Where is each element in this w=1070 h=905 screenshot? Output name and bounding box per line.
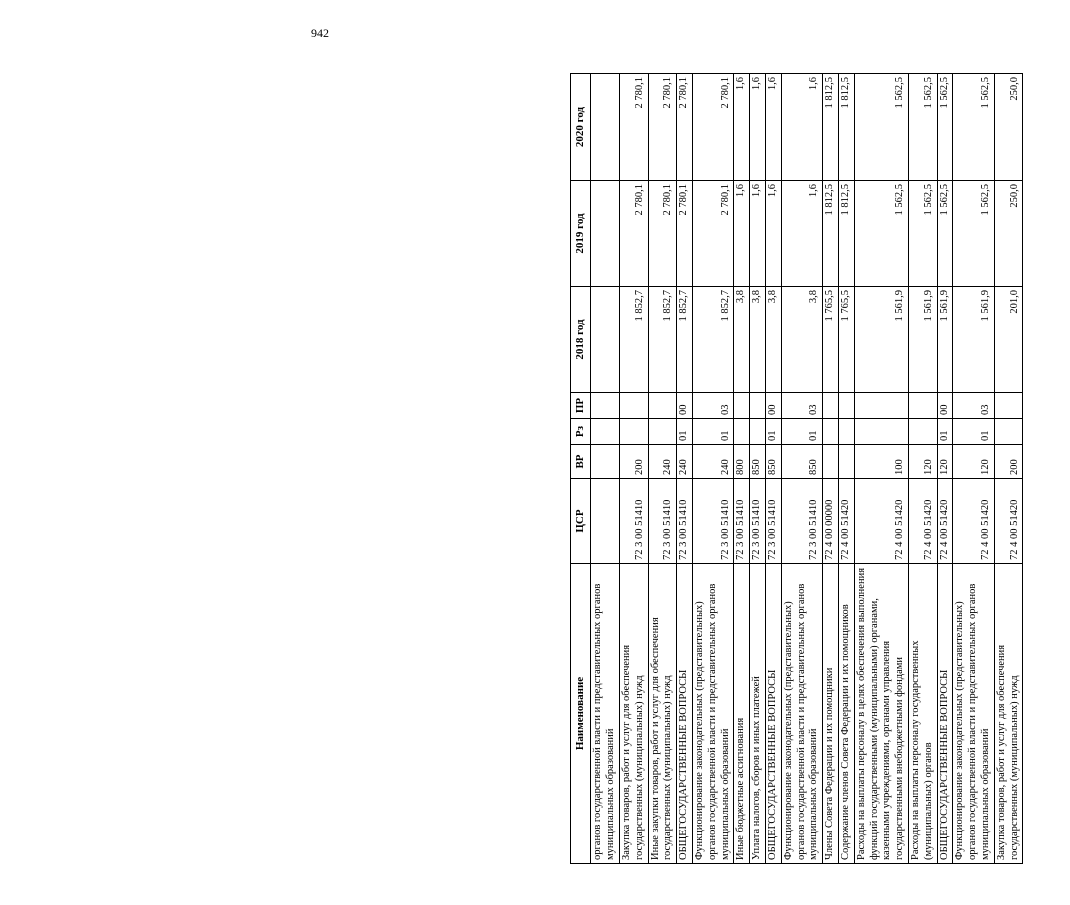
table-row (994, 74, 1023, 864)
cell-name: Иные бюджетные ассигнования (734, 564, 750, 864)
cell-2019: 2 780,1 (677, 181, 693, 287)
cell-csr: 72 3 00 51410 (677, 479, 693, 564)
cell-rz (994, 419, 1023, 445)
cell-csr: 72 3 00 51410 (620, 479, 649, 564)
cell-rz: 01 (765, 419, 781, 445)
cell-2019: 1 562,5 (908, 181, 937, 287)
table-row (781, 74, 822, 864)
cell-name: Расходы на выплаты персоналу государственных (муниципальных) органов (908, 564, 937, 864)
cell-2020: 1 562,5 (854, 74, 908, 181)
cell-name: Иные закупки товаров, работ и услуг для обеспечения государственных (муниципальных) нужд (648, 564, 677, 864)
cell-csr: 72 3 00 51410 (734, 479, 750, 564)
cell-pr (908, 393, 937, 419)
cell-vr: 120 (908, 445, 937, 479)
cell-2018: 3,8 (781, 287, 822, 393)
table-row (620, 74, 649, 864)
table-row (937, 74, 953, 864)
table-row (591, 74, 620, 864)
cell-pr (620, 393, 649, 419)
cell-pr: 03 (692, 393, 733, 419)
cell-2020: 1 562,5 (953, 74, 994, 181)
cell-2019: 1 812,5 (838, 181, 854, 287)
header-name: Наименование (571, 564, 591, 864)
cell-csr: 72 3 00 51410 (750, 479, 766, 564)
rotated-table-container (570, 74, 1070, 864)
header-rz: Рз (571, 419, 591, 445)
cell-2020: 250,0 (994, 74, 1023, 181)
cell-name: Члены Совета Федерации и их помощники (823, 564, 839, 864)
cell-rz (823, 419, 839, 445)
cell-rz (648, 419, 677, 445)
cell-2018: 1 765,5 (823, 287, 839, 393)
cell-name: ОБЩЕГОСУДАРСТВЕННЫЕ ВОПРОСЫ (677, 564, 693, 864)
cell-vr (823, 445, 839, 479)
cell-2019: 1 562,5 (937, 181, 953, 287)
cell-rz: 01 (677, 419, 693, 445)
cell-vr: 800 (734, 445, 750, 479)
cell-2020: 2 780,1 (648, 74, 677, 181)
cell-pr (750, 393, 766, 419)
table-row (953, 74, 994, 864)
cell-rz: 01 (937, 419, 953, 445)
cell-2020 (591, 74, 620, 181)
cell-csr: 72 4 00 51420 (994, 479, 1023, 564)
cell-rz (854, 419, 908, 445)
cell-2020: 2 780,1 (620, 74, 649, 181)
cell-csr: 72 4 00 51420 (908, 479, 937, 564)
cell-2018: 1 561,9 (854, 287, 908, 393)
table-row (648, 74, 677, 864)
cell-vr: 120 (953, 445, 994, 479)
cell-pr (994, 393, 1023, 419)
cell-name: Функционирование законодательных (представительных) органов государственной власти и представительных органов муниципальных образований (953, 564, 994, 864)
cell-pr (823, 393, 839, 419)
cell-2019: 1 812,5 (823, 181, 839, 287)
cell-2020: 1 562,5 (908, 74, 937, 181)
table-row (692, 74, 733, 864)
header-2020: 2020 год (571, 74, 591, 181)
cell-2019: 1,6 (734, 181, 750, 287)
cell-2020: 1 812,5 (838, 74, 854, 181)
cell-2018: 3,8 (734, 287, 750, 393)
cell-name: Уплата налогов, сборов и иных платежей (750, 564, 766, 864)
table-body (591, 74, 1023, 864)
cell-2020: 1 812,5 (823, 74, 839, 181)
cell-2020: 1,6 (734, 74, 750, 181)
cell-2020: 2 780,1 (677, 74, 693, 181)
cell-2019: 2 780,1 (620, 181, 649, 287)
cell-2018: 3,8 (750, 287, 766, 393)
cell-csr: 72 3 00 51410 (765, 479, 781, 564)
cell-pr: 00 (765, 393, 781, 419)
cell-pr: 00 (937, 393, 953, 419)
page-number: 942 (311, 26, 329, 40)
cell-name: Функционирование законодательных (представительных) органов государственной власти и представительных органов муниципальных образований (781, 564, 822, 864)
cell-name: Закупка товаров, работ и услуг для обеспечения государственных (муниципальных) нужд (620, 564, 649, 864)
cell-name: ОБЩЕГОСУДАРСТВЕННЫЕ ВОПРОСЫ (765, 564, 781, 864)
cell-2018: 1 765,5 (838, 287, 854, 393)
cell-name: Закупка товаров, работ и услуг для обеспечения государственных (муниципальных) нужд (994, 564, 1023, 864)
table-row (677, 74, 693, 864)
cell-csr: 72 4 00 51420 (953, 479, 994, 564)
table-header-row (571, 74, 591, 864)
budget-table (570, 73, 1023, 864)
cell-rz: 01 (953, 419, 994, 445)
cell-csr: 72 4 00 00000 (823, 479, 839, 564)
cell-rz (591, 419, 620, 445)
cell-2020: 1,6 (781, 74, 822, 181)
cell-vr: 120 (937, 445, 953, 479)
header-pr: ПР (571, 393, 591, 419)
cell-2019: 1 562,5 (953, 181, 994, 287)
header-vr: ВР (571, 445, 591, 479)
cell-2018: 1 561,9 (953, 287, 994, 393)
cell-2019: 1,6 (750, 181, 766, 287)
table-row (765, 74, 781, 864)
cell-name: Функционирование законодательных (представительных) органов государственной власти и представительных органов муниципальных образований (692, 564, 733, 864)
cell-2020: 2 780,1 (692, 74, 733, 181)
cell-name: Расходы на выплаты персоналу в целях обеспечения выполнения функций государственными (муниципальными) органами, казенными учреждениями, органами управления государственными внебюджетными фондами (854, 564, 908, 864)
cell-name: Содержание членов Совета Федерации и их помощников (838, 564, 854, 864)
cell-2018: 1 561,9 (937, 287, 953, 393)
cell-2018: 1 852,7 (648, 287, 677, 393)
cell-pr (591, 393, 620, 419)
cell-vr: 240 (648, 445, 677, 479)
cell-rz: 01 (781, 419, 822, 445)
cell-2020: 1 562,5 (937, 74, 953, 181)
header-2019: 2019 год (571, 181, 591, 287)
cell-pr (854, 393, 908, 419)
cell-pr: 03 (781, 393, 822, 419)
cell-2018: 1 852,7 (692, 287, 733, 393)
header-csr: ЦСР (571, 479, 591, 564)
cell-vr: 100 (854, 445, 908, 479)
cell-vr: 240 (677, 445, 693, 479)
cell-2020: 1,6 (750, 74, 766, 181)
table-row (854, 74, 908, 864)
cell-rz (620, 419, 649, 445)
cell-2018: 1 852,7 (677, 287, 693, 393)
cell-2019: 1,6 (781, 181, 822, 287)
table-row (823, 74, 839, 864)
cell-vr: 200 (994, 445, 1023, 479)
cell-csr: 72 4 00 51420 (854, 479, 908, 564)
cell-rz (750, 419, 766, 445)
cell-pr (648, 393, 677, 419)
cell-csr: 72 3 00 51410 (781, 479, 822, 564)
cell-2018: 3,8 (765, 287, 781, 393)
cell-pr (838, 393, 854, 419)
cell-2018: 1 561,9 (908, 287, 937, 393)
cell-csr: 72 4 00 51420 (838, 479, 854, 564)
cell-vr: 850 (781, 445, 822, 479)
cell-2019: 250,0 (994, 181, 1023, 287)
cell-rz (838, 419, 854, 445)
cell-2019: 1 562,5 (854, 181, 908, 287)
cell-2018: 1 852,7 (620, 287, 649, 393)
cell-vr: 240 (692, 445, 733, 479)
cell-2020: 1,6 (765, 74, 781, 181)
cell-csr: 72 4 00 51420 (937, 479, 953, 564)
cell-csr: 72 3 00 51410 (692, 479, 733, 564)
cell-vr: 850 (765, 445, 781, 479)
cell-2019: 1,6 (765, 181, 781, 287)
cell-vr (838, 445, 854, 479)
header-2018: 2018 год (571, 287, 591, 393)
cell-pr (734, 393, 750, 419)
cell-vr: 200 (620, 445, 649, 479)
cell-rz (734, 419, 750, 445)
cell-pr: 00 (677, 393, 693, 419)
cell-rz (908, 419, 937, 445)
table-row (750, 74, 766, 864)
cell-csr: 72 3 00 51410 (648, 479, 677, 564)
cell-csr (591, 479, 620, 564)
cell-rz: 01 (692, 419, 733, 445)
cell-vr (591, 445, 620, 479)
cell-name: ОБЩЕГОСУДАРСТВЕННЫЕ ВОПРОСЫ (937, 564, 953, 864)
cell-2019: 2 780,1 (648, 181, 677, 287)
cell-name: органов государственной власти и представительных органов муниципальных образований (591, 564, 620, 864)
cell-pr: 03 (953, 393, 994, 419)
cell-2018: 201,0 (994, 287, 1023, 393)
table-row (734, 74, 750, 864)
cell-vr: 850 (750, 445, 766, 479)
table-row (908, 74, 937, 864)
cell-2018 (591, 287, 620, 393)
table-row (838, 74, 854, 864)
cell-2019 (591, 181, 620, 287)
cell-2019: 2 780,1 (692, 181, 733, 287)
